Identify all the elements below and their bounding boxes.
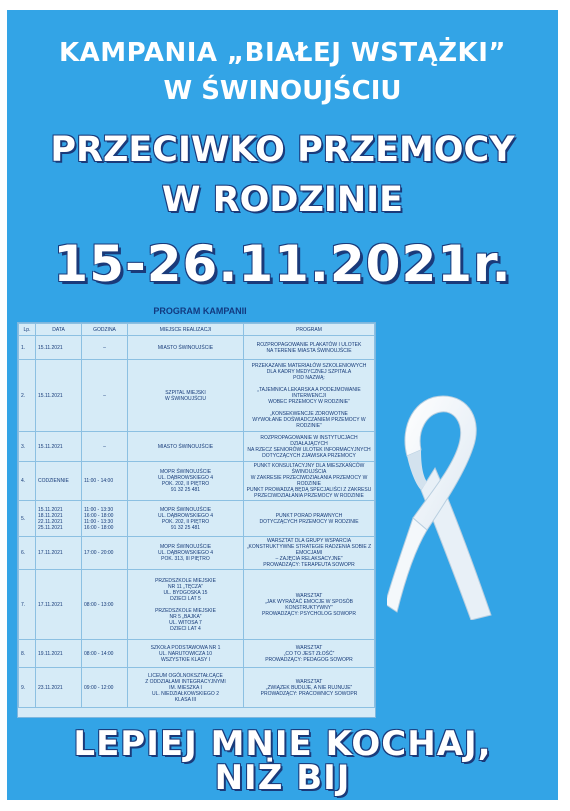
cell-miejsce: MOPR ŚWINOUJŚCIE UL. DĄBROWSKIEGO 4 POK. 202, II PIĘTRO 91 32 25 481 [128,462,244,501]
cell-program: WARSZTAT „ZWIĄZEK BUDUJE, A NIE RUJNUJE” PROWADZĄCY: PRACOWNICY SOWOPR [244,668,375,708]
cell-godzina: 08:00 - 14:00 [82,640,128,668]
table-row [19,336,375,360]
cell-lp: 5. [19,501,36,537]
cell-data: 17.11.2021 [36,570,82,640]
cell-program: WARSZTAT DLA GRUPY WSPARCIA „KONSTRUKTYWNE STRATEGIE RADZENIA SOBIE Z EMOCJAMI – ZAJĘCIA RELAKSACYJNE” PROWADZĄCY: TERAPEUTA SOWOPR [244,537,375,570]
cell-data: 19.11.2021 [36,640,82,668]
campaign-dates: 15-26.11.2021r. [53,235,512,293]
cell-data: 15.11.2021 18.11.2021 22.11.2021 25.11.2021 [36,501,82,537]
cell-miejsce: MOPR ŚWINOUJŚCIE UL. DĄBROWSKIEGO 4 POK. 313, III PIĘTRO [128,537,244,570]
cell-miejsce: MIASTO ŚWINOUJŚCIE [128,336,244,360]
slogan-line-2: NIŻ BIJ [214,758,351,798]
cell-program: PUNKT KONSULTACYJNY DLA MIESZKAŃCÓW ŚWINOUJŚCIA W ZAKRESIE PRZECIWDZIAŁANIA PRZEMOCY W RODZINIE PUNKT PROWADZĄ BĘDĄ SPECJALIŚCI Z ZAKRESU PRZECIWDZIAŁANIA PRZEMOCY W RODZINIE [244,462,375,501]
cell-godzina: 08:00 - 13:00 [82,570,128,640]
cell-program: ROZPROPAGOWANIE PLAKATÓW I ULOTEK NA TERENIE MIASTA ŚWINOUJŚCIE [244,336,375,360]
table-row [19,537,375,570]
table-row [19,640,375,668]
column-header-program: PROGRAM [244,324,375,336]
cell-lp: 8. [19,640,36,668]
cell-miejsce: SZPITAL MIEJSKI W ŚWINOUJŚCIU [128,360,244,432]
cell-miejsce: LICEUM OGÓLNOKSZTAŁCĄCE Z ODDZIAŁAMI INTEGRACYJNYMI IM. MIESZKA I UL. NIEDZIAŁKOWSKIEGO 2 KLASA III [128,668,244,708]
table-row [19,501,375,537]
cell-data: CODZIENNIE [36,462,82,501]
cell-data: 15.11.2021 [36,432,82,462]
cell-godzina: – [82,432,128,462]
column-header-data: DATA [36,324,82,336]
cell-program: WARSZTAT „JAK WYRAŻAĆ EMOCJE W SPOSÓB KONSTRUKTYWNY” PROWADZĄCY: PSYCHOLOG SOWOPR [244,570,375,640]
table-row [19,462,375,501]
program-title: PROGRAM KAMPANII [153,306,247,316]
cell-godzina: – [82,360,128,432]
cell-lp: 4. [19,462,36,501]
cell-godzina: 17:00 - 20:00 [82,537,128,570]
cell-lp: 3. [19,432,36,462]
cell-miejsce: PRZEDSZKOLE MIEJSKIE NR 11 „TĘCZA” UL. BYDGOSKA 15 DZIECI LAT 5 PRZEDSZKOLE MIEJSKIE NR 5 „BAJKA” UL. WITOSA 7 DZIECI LAT 4 [128,570,244,640]
cell-data: 23.11.2021 [36,668,82,708]
cell-godzina: 11:00 - 13:30 16:00 - 18:00 11:00 - 13:30 16:00 - 18:00 [82,501,128,537]
column-header-godzina: GODZINA [82,324,128,336]
cell-godzina: 11:00 - 14:00 [82,462,128,501]
cell-data: 15.11.2021 [36,336,82,360]
cell-program: WARSZTAT „CO TO JEST ZŁOŚĆ” PROWADZĄCY: PEDAGOG SOWOPR [244,640,375,668]
program-table [18,323,375,708]
table-row [19,668,375,708]
table-header-row [19,324,375,336]
column-header-lp: Lp. [19,324,36,336]
white-ribbon-icon [387,390,497,620]
cell-lp: 1. [19,336,36,360]
program-table-container [17,322,376,718]
table-row [19,432,375,462]
table-row [19,360,375,432]
campaign-location: W ŚWINOUJŚCIU [163,76,402,106]
cell-miejsce: SZKOŁA PODSTAWOWA NR 1 UL. NARUTOWICZA 10 WSZYSTKIE KLASY I [128,640,244,668]
cell-lp: 7. [19,570,36,640]
campaign-subtitle: PRZECIWKO PRZEMOCY [50,130,515,170]
cell-lp: 6. [19,537,36,570]
cell-program: PUNKT PORAD PRAWNYCH DOTYCZĄCYCH PRZEMOCY W RODZINIE [244,501,375,537]
campaign-title: KAMPANIA „BIAŁEJ WSTĄŻKI” [59,38,506,68]
table-row [19,570,375,640]
cell-program: ROZPROPAGOWANIE W INSTYTUCJACH DZIAŁAJĄCYCH NA RZECZ SENIORÓW ULOTEK INFORMACYJNYCH DOTYCZĄCYCH ZJAWISKA PRZEMOCY [244,432,375,462]
cell-data: 17.11.2021 [36,537,82,570]
cell-miejsce: MIASTO ŚWINOUJŚCIE [128,432,244,462]
cell-miejsce: MOPR ŚWINOUJŚCIE UL. DĄBROWSKIEGO 4 POK. 202, II PIĘTRO 91 32 25 481 [128,501,244,537]
cell-program: PRZEKAZANIE MATERIAŁÓW SZKOLENIOWYCH DLA KADRY MEDYCZNEJ SZPITALA POD NAZWĄ: „TAJEMNICA LEKARSKA A PODEJMOWANIE INTERWENCJI WOBEC PRZEMOCY W RODZINIE” „KONSEKWENCJE ZDROWOTNE WYWOŁANE DOŚWIADCZANIEM PRZEMOCY W RODZINIE” [244,360,375,432]
cell-data: 15.11.2021 [36,360,82,432]
cell-lp: 2. [19,360,36,432]
column-header-miejsce: MIEJSCE REALIZACJI [128,324,244,336]
cell-godzina: 09:00 - 12:00 [82,668,128,708]
cell-godzina: – [82,336,128,360]
campaign-subtitle-2: W RODZINIE [161,180,404,220]
cell-lp: 9. [19,668,36,708]
slogan-line-1: LEPIEJ MNIE KOCHAJ, [73,724,492,764]
campaign-poster [7,10,558,800]
